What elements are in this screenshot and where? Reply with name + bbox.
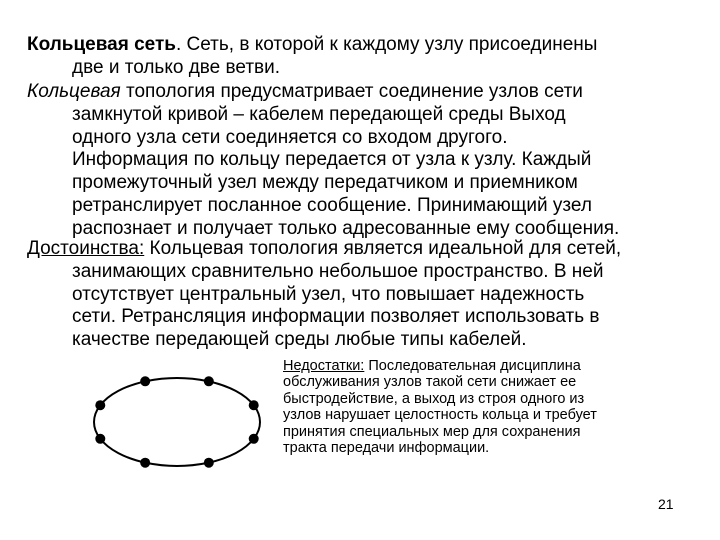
disadvantages-line-5: принятия специальных мер для сохранения <box>283 423 581 440</box>
ring-node <box>140 458 150 468</box>
advantages-line-2: занимающих сравнительно небольшое пространство. В ней <box>72 260 604 282</box>
description-line-2: замкнутой кривой – кабелем передающей среды Выход <box>72 103 566 125</box>
term-advantages: Достоинства: <box>27 238 145 259</box>
ring-node <box>140 376 150 386</box>
description-line-7: распознает и получает только адресованные ему сообщения. <box>72 217 620 239</box>
description-line-5: промежуточный узел между передатчиком и приемником <box>72 172 578 194</box>
advantages-line-3: отсутствует центральный узел, что повышает надежность <box>72 283 585 305</box>
advantages-line-1: Достоинства: Кольцевая топология является идеальной для сетей, <box>27 238 622 259</box>
disadvantages-line-4: узлов нарушает целостность кольца и требует <box>283 407 597 424</box>
disadvantages-line-2: обслуживания узлов такой сети снижает ее <box>283 374 577 391</box>
disadvantages-line-3: быстродействие, а выход из строя одного из <box>283 390 585 407</box>
ring-cable <box>94 378 260 466</box>
advantages-paragraph <box>27 238 697 352</box>
definition-line-1: Кольцевая сеть. Сеть, в которой к каждому узлу присоединены <box>27 34 598 55</box>
description-line-4: Информация по кольцу передается от узла к узлу. Каждый <box>72 149 592 171</box>
description-line-1: Кольцевая топология предусматривает соединение узлов сети <box>27 81 583 102</box>
disadvantages-line-6: тракта передачи информации. <box>283 440 490 457</box>
ring-node <box>249 400 259 410</box>
disadvantages-line-1: Недостатки: Последовательная дисциплина <box>283 358 581 374</box>
description-line-3: одного узла сети соединяется со входом другого. <box>72 126 508 148</box>
term-ring: Кольцевая <box>27 81 121 102</box>
advantages-line-4: сети. Ретрансляция информации позволяет использовать в <box>72 306 600 328</box>
ring-node <box>204 458 214 468</box>
ring-node <box>95 434 105 444</box>
description-line-6: ретранслирует посланное сообщение. Принимающий узел <box>72 194 592 216</box>
term-ring-network: Кольцевая сеть <box>27 34 176 55</box>
ring-network-definition <box>27 34 697 80</box>
advantages-line-5: качестве передающей среды любые типы кабелей. <box>72 329 527 351</box>
term-disadvantages: Недостатки: <box>283 358 365 374</box>
ring-topology-diagram <box>85 370 270 475</box>
ring-node <box>249 434 259 444</box>
ring-node <box>95 400 105 410</box>
ring-node <box>204 376 214 386</box>
ring-topology-description <box>27 81 697 241</box>
disadvantages-paragraph <box>283 358 703 456</box>
definition-line-2: две и только две ветви. <box>72 56 281 78</box>
page-number: 21 <box>658 496 674 512</box>
